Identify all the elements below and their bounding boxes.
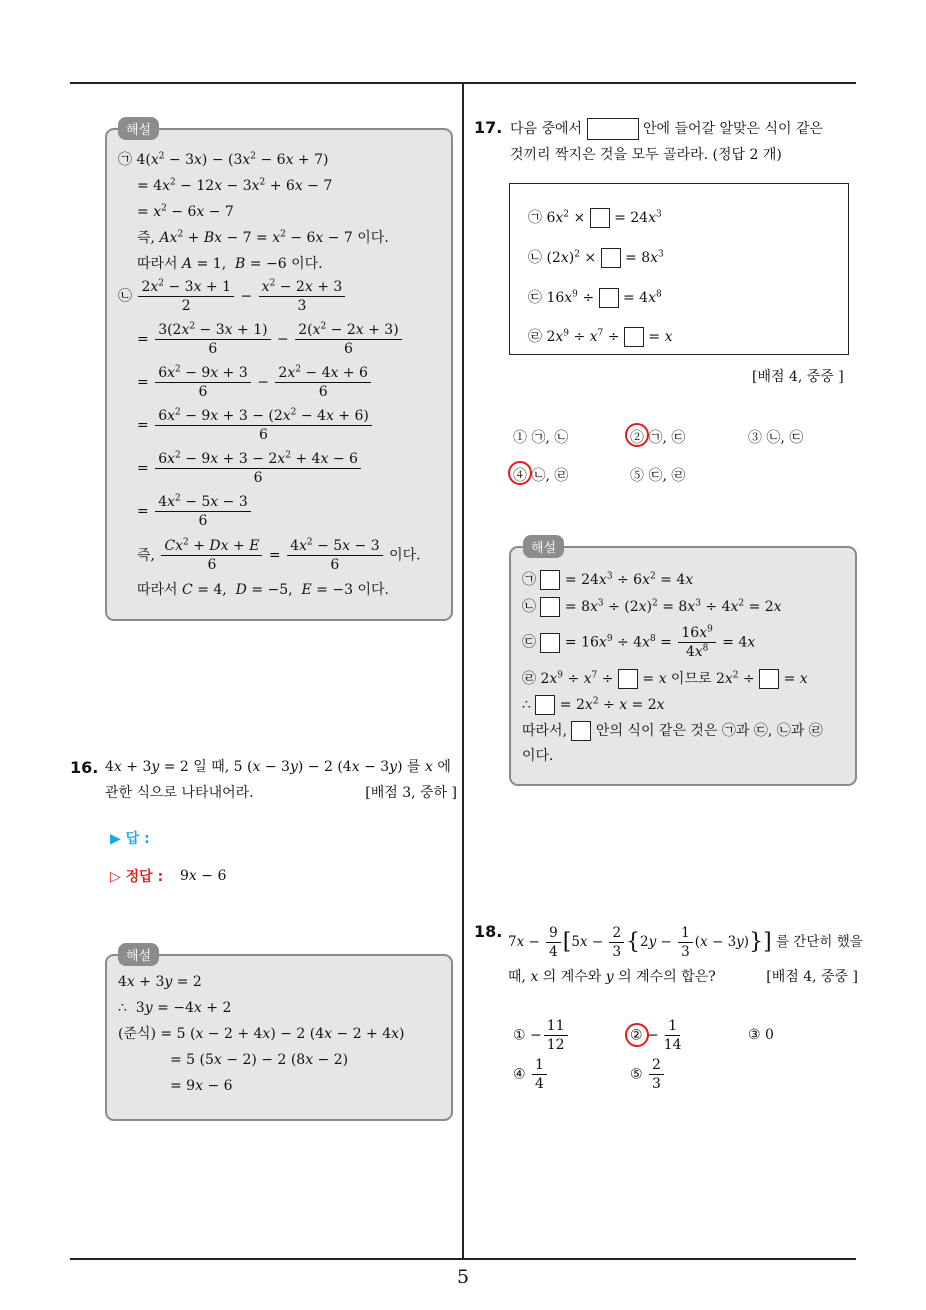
answer-mark-circle xyxy=(625,1023,649,1047)
q17-condition: ㉢ $16x^9$ ÷ = $4x^8$ xyxy=(528,289,662,306)
sol15-line: 따라서 C = 4, D = −5, E = −3 이다. xyxy=(137,582,389,598)
question-number: 18. xyxy=(474,922,503,941)
q17-option-4[interactable]: ④ ㉡, ㉣ xyxy=(513,468,569,484)
q17-condition: ㉠ $6x^2$ × = $24x^3$ xyxy=(528,209,662,226)
q17-option-1[interactable]: ① ㉠, ㉡ xyxy=(513,430,569,446)
page-number: 5 xyxy=(456,1266,470,1288)
q17-option-5[interactable]: ⑤ ㉢, ㉣ xyxy=(630,468,686,484)
correct-answer-value: 9x − 6 xyxy=(180,868,227,884)
solution-tag: 해설 xyxy=(118,117,159,140)
bottom-rule xyxy=(70,1258,856,1260)
q18-option-3[interactable]: ③ 0 xyxy=(748,1027,774,1043)
q18-stem-line2: 때, x 의 계수와 y 의 계수의 합은? [배점 4, 중중 ] xyxy=(508,964,858,990)
answer-mark-circle xyxy=(508,461,532,485)
sol16-line: = 9x − 6 xyxy=(170,1078,233,1094)
q17-condition: ㉡ $(2x)^2$ × = $8x^3$ xyxy=(528,249,664,266)
column-divider xyxy=(462,82,464,1259)
sol16-line: 4x + 3y = 2 xyxy=(118,974,202,990)
q17-condition: ㉣ $2x^9 \div x^7$ ÷ = x xyxy=(528,328,673,345)
sol15-line: ㉠ $4(x^2 - 3x) - (3x^2 - 6x + 7)$ xyxy=(118,151,329,168)
q17-score: [배점 4, 중중 ] xyxy=(752,369,844,385)
sol17-line: ㉠ = $24x^3 \div 6x^2 = 4x$ xyxy=(522,571,694,588)
answer-label: ▶ 답 : xyxy=(110,831,150,847)
sol16-line: = 5 (5x − 2) − 2 (8x − 2) xyxy=(170,1052,349,1068)
sol15-line: 즉, $\frac{Cx^2 + Dx + E}{6}$ = $\frac{4x^2 - 5x - 3}{6}$ 이다. xyxy=(137,537,421,573)
q17-stem xyxy=(510,116,858,168)
q18-option-1[interactable]: ① − $\frac{11}{12}$ xyxy=(513,1018,570,1053)
sol17-line: ㉡ = $8x^3 \div (2x)^2 = 8x^3 \div 4x^2 = 2x$ xyxy=(522,598,782,615)
sol16-line: (준식) = 5 (x − 2 + 4x) − 2 (4x − 2 + 4x) xyxy=(118,1026,405,1042)
correct-answer-label: ▷ 정답 : xyxy=(110,869,164,885)
sol15-line: = $\frac{6x^2 - 9x + 3}{6}$ − $\frac{2x^2 - 4x + 6}{6}$ xyxy=(137,365,373,400)
sol15-line: 따라서 A = 1, B = −6 이다. xyxy=(137,256,323,272)
q18-option-4[interactable]: ④ $\frac{1}{4}$ xyxy=(513,1057,549,1092)
q17-option-2[interactable]: ② ㉠, ㉢ xyxy=(630,430,686,446)
sol17-line: ㉢ = $16x^9 \div 4x^8$ = $\frac{16x^9}{4x^8}$ = 4x xyxy=(522,624,756,660)
question-number: 17. xyxy=(474,118,503,137)
sol16-line: ∴ 3y = −4x + 2 xyxy=(118,1000,232,1016)
sol15-line: = $\frac{6x^2 - 9x + 3 - (2x^2 - 4x + 6)}{6}$ xyxy=(137,408,374,443)
sol15-line: 즉, $Ax^2 + Bx - 7 = x^2 - 6x - 7$ 이다. xyxy=(137,229,389,246)
q17-line1a: 다음 중에서 xyxy=(510,121,583,137)
q16-score: [배점 3, 중하 ] xyxy=(365,785,457,801)
sol17-line: ∴ = $2x^2 \div x = 2x$ xyxy=(522,696,665,713)
q16-stem: 4x + 3y = 2 일 때, 5 (x − 3y) − 2 (4x − 3y) 를 x 에 관한 식으로 나타내어라. [배점 3, 중하 ] xyxy=(105,754,457,806)
sol15-line: = $\frac{4x^2 - 5x - 3}{6}$ xyxy=(137,494,253,529)
sol15-line: = $x^2 - 6x - 7$ xyxy=(137,203,234,220)
q17-line1b: 안에 들어갈 알맞은 식이 같은 xyxy=(642,121,824,137)
blank-box xyxy=(587,118,639,140)
question-number: 16. xyxy=(70,758,99,777)
sol17-line: ㉣ $2x^9 \div x^7$ ÷ = x 이므로 $2x^2$ ÷ = x xyxy=(522,670,808,687)
solution-tag: 해설 xyxy=(118,943,159,966)
sol17-line: 이다. xyxy=(522,748,554,764)
q18-option-2[interactable]: ② − $\frac{1}{14}$ xyxy=(630,1018,682,1053)
q17-option-3[interactable]: ③ ㉡, ㉢ xyxy=(748,430,804,446)
q17-line2: 것끼리 짝지은 것을 모두 골라라. (정답 2 개) xyxy=(510,147,782,163)
sol15-line: ㉡ $\frac{2x^2 - 3x + 1}{2}$ − $\frac{x^2 - 2x + 3}{3}$ xyxy=(118,279,347,314)
sol15-line: = $4x^2 - 12x - 3x^2 + 6x - 7$ xyxy=(137,177,333,194)
q16-line2: 관한 식으로 나타내어라. xyxy=(105,785,254,801)
sol17-line: 따라서, 안의 식이 같은 것은 ㉠과 ㉢, ㉡과 ㉣ xyxy=(522,723,823,739)
q18-option-5[interactable]: ⑤ $\frac{2}{3}$ xyxy=(630,1057,666,1092)
sol15-line: = $\frac{6x^2 - 9x + 3 - 2x^2 + 4x - 6}{6}$ xyxy=(137,451,363,486)
q18-stem-line1: 7x − $\frac{9}{4}$ [5x − $\frac{2}{3}$ {2y − $\frac{1}{3}$ (x − 3y)}] 를 간단히 했을 xyxy=(508,925,863,960)
solution-tag: 해설 xyxy=(523,535,564,558)
sol15-line: = $\frac{3(2x^2 - 3x + 1)}{6}$ − $\frac{2(x^2 - 2x + 3)}{6}$ xyxy=(137,322,404,357)
answer-mark-circle xyxy=(625,423,649,447)
q18-score: [배점 4, 중중 ] xyxy=(766,969,858,985)
